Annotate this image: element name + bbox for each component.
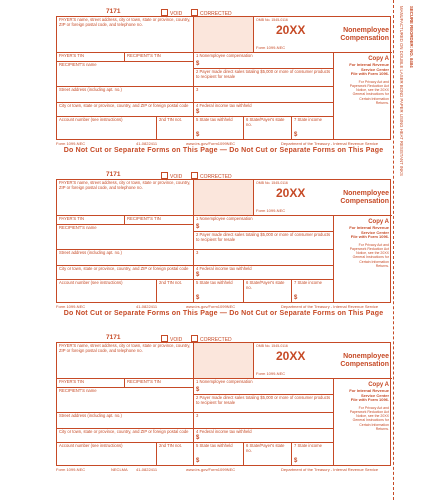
pra-line: General Instructions for (352, 92, 389, 97)
payer-tin-cell[interactable] (57, 379, 125, 388)
reorder-note: SECURE REORDER: NO. 8484 (409, 6, 414, 68)
side-margin-text (398, 6, 438, 486)
pra-line: Returns. (375, 426, 389, 431)
footer-dept: Department of the Treasury - Internal Revenue Service (281, 141, 379, 146)
irs-line: Service Center (360, 66, 389, 72)
box2-cell[interactable] (194, 69, 334, 87)
box6-cell[interactable] (244, 117, 292, 139)
pra-line: Returns. (375, 263, 389, 268)
form-code: 7171 (106, 171, 121, 178)
form-copy-3 (16, 334, 391, 481)
void-label: VOID (170, 337, 183, 343)
account-cell[interactable] (57, 443, 157, 465)
street-cell[interactable] (57, 413, 194, 429)
form-footer (56, 140, 391, 147)
form-name: Form 1099-NEC (256, 45, 286, 50)
irs-line: For Internal Revenue (349, 225, 389, 230)
copy-a-cell (334, 216, 392, 302)
box4-cell[interactable] (194, 266, 334, 280)
irs-instructions (334, 63, 389, 77)
recipient-tin-cell[interactable] (125, 53, 194, 62)
box5-label: 5 State tax withheld (196, 117, 233, 122)
recipient-name-label: RECIPIENT'S name (59, 225, 97, 230)
pra-line: Paperwork Reduction Act (349, 83, 389, 88)
payer-tin-label: PAYER'S TIN (59, 379, 84, 384)
pra-line: Paperwork Reduction Act (349, 246, 389, 251)
footer-form: Form 1099-NEC (56, 141, 86, 146)
manufacturer-note: MANUFACTURED ON DOUBLE LASER BOND PAPER USING HEAT RESISTANT INKS (399, 6, 404, 176)
perforation-line (393, 0, 395, 500)
irs-line: For Internal Revenue (349, 388, 389, 393)
box7-cell[interactable] (292, 117, 334, 139)
payer-info-cell[interactable] (57, 180, 194, 216)
pra-line: General Instructions for (352, 255, 389, 260)
payer-info-label: PAYER'S name, street address, city or town, state or province, country, ZIP or foreign postal code, and telephone no. (59, 180, 191, 190)
second-tin-cell[interactable] (157, 443, 194, 465)
box1-label: 1 Nonemployee compensation (196, 53, 253, 58)
footer-form: Form 1099-NEC (56, 304, 86, 309)
box1-dollar: $ (196, 224, 200, 231)
box4-dollar: $ (196, 109, 200, 116)
street-label: Street address (including apt. no.) (59, 87, 122, 92)
box4-label: 4 Federal income tax withheld (196, 429, 252, 434)
footer-url: www.irs.gov/Form1099NEC (186, 141, 236, 146)
second-tin-cell[interactable] (157, 280, 194, 302)
form-grid (56, 179, 391, 303)
box6-cell[interactable] (244, 443, 292, 465)
corrected-box-icon (191, 172, 198, 179)
box2-cell[interactable] (194, 232, 334, 250)
form-header (56, 334, 391, 342)
box3-cell[interactable] (194, 250, 334, 266)
pra-line: For Privacy Act and (358, 405, 389, 410)
street-label: Street address (including apt. no.) (59, 250, 122, 255)
corrected-label: CORRECTED (200, 11, 232, 17)
box2-label: 2 Payer made direct sales totaling $5,000 or more of consumer products to recipient for resale (196, 395, 331, 405)
pra-line: General Instructions for (352, 418, 389, 423)
payer-info-label: PAYER'S name, street address, city or town, state or province, country, ZIP or foreign postal code, and telephone no. (59, 17, 191, 27)
pra-line: Paperwork Reduction Act (349, 409, 389, 414)
payer-info-cell[interactable] (57, 17, 194, 53)
box2-cell[interactable] (194, 395, 334, 413)
box7-dollar: $ (294, 295, 298, 302)
box5-label: 5 State tax withheld (196, 280, 233, 285)
box4-label: 4 Federal income tax withheld (196, 266, 252, 271)
city-label: City or town, state or province, country, and ZIP or foreign postal code (59, 266, 189, 271)
form-copy-2 (16, 171, 391, 318)
corrected-box-icon (191, 9, 198, 16)
form-footer (56, 466, 391, 473)
tax-year: 20XX (276, 349, 306, 363)
footer-cat: 41-0822411 (136, 467, 158, 472)
box2-label: 2 Payer made direct sales totaling $5,000 or more of consumer products to recipient for resale (196, 69, 331, 79)
do-not-cut-notice: Do Not Cut or Separate Forms on This Page — Do Not Cut or Separate Forms on This Page (63, 310, 384, 317)
pra-line: Certain Information (359, 422, 389, 427)
box5-dollar: $ (196, 132, 200, 139)
irs-instructions (334, 389, 389, 403)
street-cell[interactable] (57, 250, 194, 266)
privacy-notice (334, 243, 389, 268)
irs-line: Service Center (360, 229, 389, 235)
recipient-name-cell[interactable] (57, 225, 194, 250)
irs-line: File with Form 1096. (350, 71, 389, 77)
recipient-name-label: RECIPIENT'S name (59, 388, 97, 393)
box1-label: 1 Nonemployee compensation (196, 379, 253, 384)
irs-line: For Internal Revenue (349, 62, 389, 67)
box7-cell[interactable] (292, 280, 334, 302)
payer-info-cell[interactable] (57, 343, 194, 379)
tax-year: 20XX (276, 186, 306, 200)
box1-cell[interactable] (194, 379, 334, 395)
box6-label: 6 State/Payer's state no. (246, 117, 285, 127)
pra-line: Returns. (375, 100, 389, 105)
footer-url: www.irs.gov/Form1099NEC (186, 467, 236, 472)
recipient-name-cell[interactable] (57, 62, 194, 87)
box3-label: 3 (196, 250, 199, 255)
footer-url: www.irs.gov/Form1099NEC (186, 304, 236, 309)
box7-label: 7 State income (294, 280, 322, 285)
box3-label: 3 (196, 87, 199, 92)
box3-cell[interactable] (194, 413, 334, 429)
footer-dept: Department of the Treasury - Internal Revenue Service (281, 467, 379, 472)
recipient-name-cell[interactable] (57, 388, 194, 413)
pra-line: Certain Information (359, 259, 389, 264)
second-tin-cell[interactable] (157, 117, 194, 139)
box2-label: 2 Payer made direct sales totaling $5,000 or more of consumer products to recipient for resale (196, 232, 331, 242)
year-cell (254, 17, 334, 53)
pra-line: Notice, see the 20XX (356, 88, 389, 93)
footer-cat: 41-0822411 (136, 141, 158, 146)
box7-dollar: $ (294, 132, 298, 139)
do-not-cut-notice: Do Not Cut or Separate Forms on This Page — Do Not Cut or Separate Forms on This Page (63, 147, 384, 154)
form-sheet (16, 8, 391, 496)
irs-line: Service Center (360, 392, 389, 398)
footer-code: NECLMA (111, 467, 128, 472)
account-cell[interactable] (57, 117, 157, 139)
box5-cell[interactable] (194, 443, 244, 465)
box4-dollar: $ (196, 435, 200, 442)
privacy-notice (334, 406, 389, 431)
title-cell (334, 180, 392, 216)
recipient-tin-cell[interactable] (125, 379, 194, 388)
pra-line: For Privacy Act and (358, 242, 389, 247)
box6-label: 6 State/Payer's state no. (246, 280, 285, 290)
payer-tin-label: PAYER'S TIN (59, 53, 84, 58)
box6-cell[interactable] (244, 280, 292, 302)
tax-year: 20XX (276, 23, 306, 37)
void-box-icon (161, 9, 168, 16)
recipient-tin-cell[interactable] (125, 216, 194, 225)
void-box-icon (161, 172, 168, 179)
irs-instructions (334, 226, 389, 240)
form-title: Nonemployee Compensation (340, 353, 389, 368)
box5-dollar: $ (196, 295, 200, 302)
footer-dept: Department of the Treasury - Internal Revenue Service (281, 304, 379, 309)
form-header (56, 8, 391, 16)
city-cell[interactable] (57, 429, 194, 443)
account-label: Account number (see instructions) (59, 117, 123, 122)
box7-cell[interactable] (292, 443, 334, 465)
box4-dollar: $ (196, 272, 200, 279)
omb-number: OMB No. 1545-0116 (256, 344, 288, 348)
box1-dollar: $ (196, 387, 200, 394)
payer-tin-cell[interactable] (57, 216, 125, 225)
account-label: Account number (see instructions) (59, 443, 123, 448)
copy-a-cell (334, 379, 392, 465)
form-grid (56, 342, 391, 466)
form-footer (56, 303, 391, 310)
account-label: Account number (see instructions) (59, 280, 123, 285)
city-cell[interactable] (57, 103, 194, 117)
payer-tin-label: PAYER'S TIN (59, 216, 84, 221)
irs-line: File with Form 1096. (350, 234, 389, 240)
form-title: Nonemployee Compensation (340, 27, 389, 42)
year-cell (254, 180, 334, 216)
box5-cell[interactable] (194, 117, 244, 139)
box4-cell[interactable] (194, 429, 334, 443)
irs-line: File with Form 1096. (350, 397, 389, 403)
payer-info-label: PAYER'S name, street address, city or town, state or province, country, ZIP or foreign postal code, and telephone no. (59, 343, 191, 353)
void-box-icon (161, 335, 168, 342)
box7-dollar: $ (294, 458, 298, 465)
form-code: 7171 (106, 334, 121, 341)
pra-line: Certain Information (359, 96, 389, 101)
box1-cell[interactable] (194, 216, 334, 232)
second-tin-label: 2nd TIN not. (159, 443, 182, 448)
pra-line: For Privacy Act and (358, 79, 389, 84)
shaded-cell (194, 343, 254, 379)
corrected-box-icon (191, 335, 198, 342)
box5-label: 5 State tax withheld (196, 443, 233, 448)
payer-tin-cell[interactable] (57, 53, 125, 62)
box4-label: 4 Federal income tax withheld (196, 103, 252, 108)
form-title: Nonemployee Compensation (340, 190, 389, 205)
shaded-cell (194, 180, 254, 216)
privacy-notice (334, 80, 389, 105)
form-name: Form 1099-NEC (256, 208, 286, 213)
box6-label: 6 State/Payer's state no. (246, 443, 285, 453)
box5-dollar: $ (196, 458, 200, 465)
corrected-label: CORRECTED (200, 174, 232, 180)
form-grid (56, 16, 391, 140)
pra-line: Notice, see the 20XX (356, 414, 389, 419)
box7-label: 7 State income (294, 443, 322, 448)
copy-a-label: Copy A (368, 56, 389, 62)
box3-cell[interactable] (194, 87, 334, 103)
city-cell[interactable] (57, 266, 194, 280)
title-cell (334, 17, 392, 53)
recipient-name-label: RECIPIENT'S name (59, 62, 97, 67)
box3-label: 3 (196, 413, 199, 418)
second-tin-label: 2nd TIN not. (159, 280, 182, 285)
copy-a-label: Copy A (368, 219, 389, 225)
void-label: VOID (170, 174, 183, 180)
recipient-tin-label: RECIPIENT'S TIN (127, 53, 161, 58)
form-name: Form 1099-NEC (256, 371, 286, 376)
year-cell (254, 343, 334, 379)
street-cell[interactable] (57, 87, 194, 103)
street-label: Street address (including apt. no.) (59, 413, 122, 418)
omb-number: OMB No. 1545-0116 (256, 18, 288, 22)
second-tin-label: 2nd TIN not. (159, 117, 182, 122)
box1-dollar: $ (196, 61, 200, 68)
shaded-cell (194, 17, 254, 53)
box7-label: 7 State income (294, 117, 322, 122)
corrected-label: CORRECTED (200, 337, 232, 343)
city-label: City or town, state or province, country, and ZIP or foreign postal code (59, 103, 189, 108)
city-label: City or town, state or province, country, and ZIP or foreign postal code (59, 429, 189, 434)
box1-cell[interactable] (194, 53, 334, 69)
omb-number: OMB No. 1545-0116 (256, 181, 288, 185)
void-label: VOID (170, 11, 183, 17)
recipient-tin-label: RECIPIENT'S TIN (127, 379, 161, 384)
box1-label: 1 Nonemployee compensation (196, 216, 253, 221)
footer-form: Form 1099-NEC (56, 467, 86, 472)
footer-cat: 41-0822411 (136, 304, 158, 309)
box5-cell[interactable] (194, 280, 244, 302)
account-cell[interactable] (57, 280, 157, 302)
copy-a-cell (334, 53, 392, 139)
form-copy-1 (16, 8, 391, 155)
copy-a-label: Copy A (368, 382, 389, 388)
box4-cell[interactable] (194, 103, 334, 117)
form-code: 7171 (106, 8, 121, 15)
pra-line: Notice, see the 20XX (356, 251, 389, 256)
form-header (56, 171, 391, 179)
title-cell (334, 343, 392, 379)
recipient-tin-label: RECIPIENT'S TIN (127, 216, 161, 221)
